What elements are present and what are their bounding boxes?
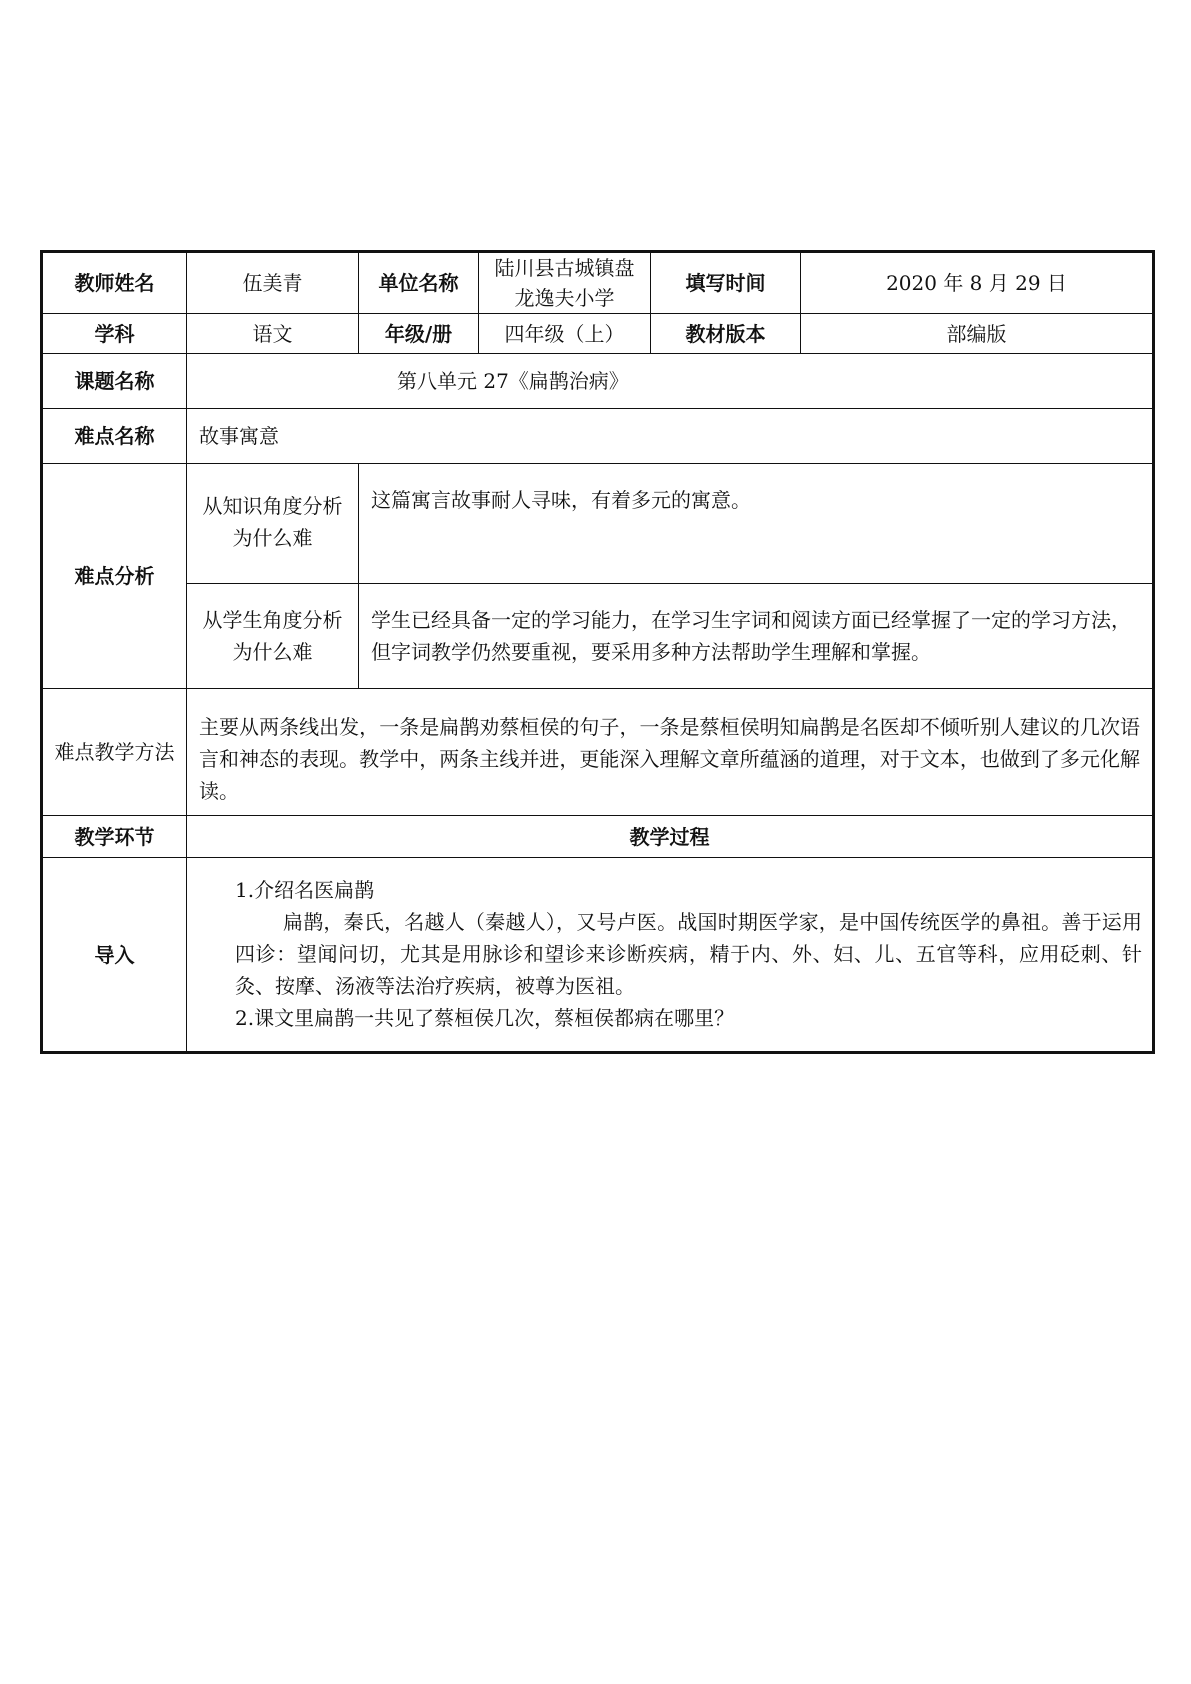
analysis-row-student <box>42 584 1154 689</box>
knowledge-angle-label: 从知识角度分析为什么难 <box>187 464 359 584</box>
topic-row <box>42 354 1154 409</box>
teacher-label: 教师姓名 <box>42 252 187 314</box>
intro-paragraph: 扁鹊，秦氏，名越人（秦越人），又号卢医。战国时期医学家，是中国传统医学的鼻祖。善于运用四诊：望闻问切，尤其是用脉诊和望诊来诊断疾病，精于内、外、妇、儿、五官等科，应用砭刺、针灸、按摩、汤液等法治疗疾病，被尊为医祖。 <box>235 910 1142 998</box>
topic-label: 课题名称 <box>42 354 187 409</box>
edition-value: 部编版 <box>801 314 1154 354</box>
teacher-value: 伍美青 <box>187 252 359 314</box>
date-label: 填写时间 <box>651 252 801 314</box>
method-label: 难点教学方法 <box>42 689 187 816</box>
difficulty-row <box>42 409 1154 464</box>
intro-content <box>187 858 1154 1053</box>
method-value: 主要从两条线出发，一条是扁鹊劝蔡桓侯的句子，一条是蔡桓侯明知扁鹊是名医却不倾听别人建议的几次语言和神态的表现。教学中，两条主线并进，更能深入理解文章所蕴涵的道理，对于文本，也做到了多元化解读。 <box>187 689 1154 816</box>
topic-value: 第八单元 27《扁鹊治病》 <box>187 354 1154 409</box>
difficulty-value: 故事寓意 <box>187 409 1154 464</box>
header-row-1 <box>42 252 1154 314</box>
intro-label: 导入 <box>42 858 187 1053</box>
edition-label: 教材版本 <box>651 314 801 354</box>
difficulty-label: 难点名称 <box>42 409 187 464</box>
header-row-2 <box>42 314 1154 354</box>
student-angle-label: 从学生角度分析为什么难 <box>187 584 359 689</box>
grade-value: 四年级（上） <box>479 314 651 354</box>
unit-label: 单位名称 <box>359 252 479 314</box>
subject-value: 语文 <box>187 314 359 354</box>
subject-label: 学科 <box>42 314 187 354</box>
analysis-label: 难点分析 <box>42 464 187 689</box>
process-label: 教学过程 <box>187 816 1154 858</box>
date-value: 2020 年 8 月 29 日 <box>801 252 1154 314</box>
stage-label: 教学环节 <box>42 816 187 858</box>
grade-label: 年级/册 <box>359 314 479 354</box>
unit-value: 陆川县古城镇盘龙逸夫小学 <box>479 252 651 314</box>
analysis-row-knowledge <box>42 464 1154 584</box>
method-row <box>42 689 1154 816</box>
intro-item-1: 1.介绍名医扁鹊 <box>235 878 375 902</box>
student-angle-value: 学生已经具备一定的学习能力，在学习生字词和阅读方面已经掌握了一定的学习方法，但字词教学仍然要重视，要采用多种方法帮助学生理解和掌握。 <box>359 584 1154 689</box>
knowledge-angle-value: 这篇寓言故事耐人寻味，有着多元的寓意。 <box>359 464 1154 584</box>
lesson-plan-table <box>40 250 1155 1054</box>
intro-item-2: 2.课文里扁鹊一共见了蔡桓侯几次，蔡桓侯都病在哪里？ <box>235 1006 735 1030</box>
intro-row <box>42 858 1154 1053</box>
process-header-row <box>42 816 1154 858</box>
